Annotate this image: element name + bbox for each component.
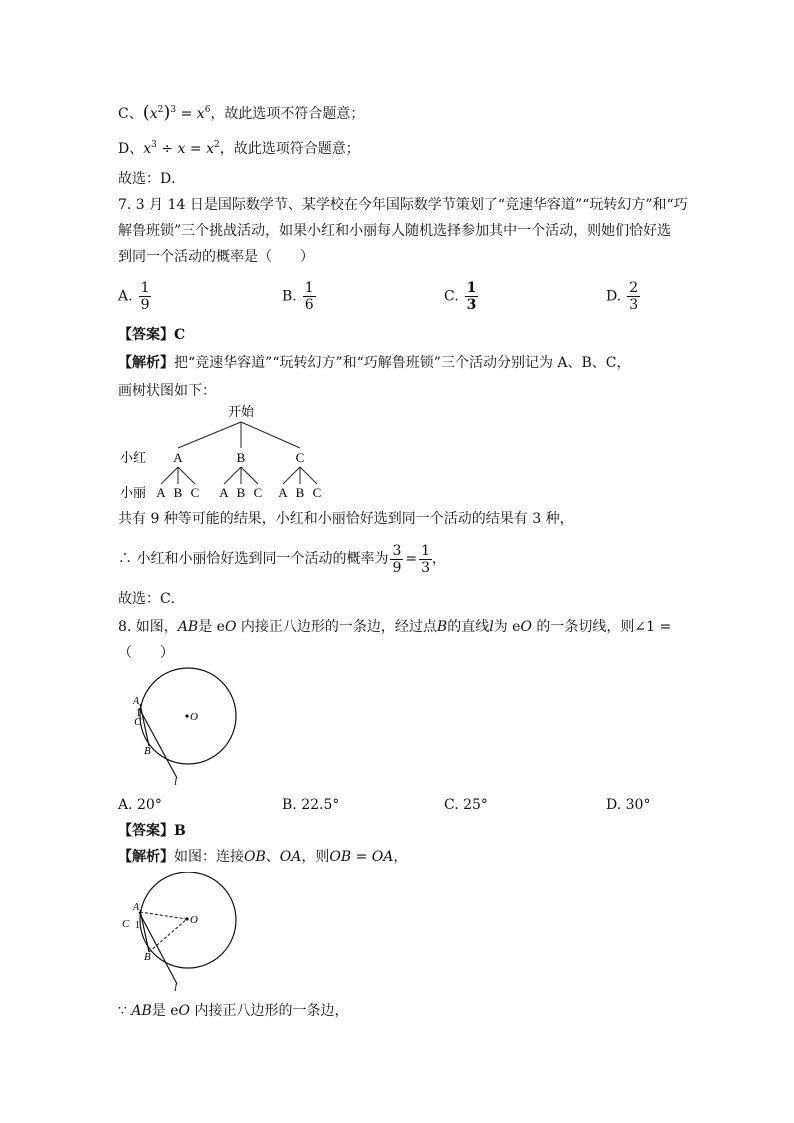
text: 为 e <box>493 619 521 635</box>
q8-because <box>118 1002 348 1020</box>
analysis-tag: 【解析】 <box>118 355 174 371</box>
var: AB <box>177 619 199 635</box>
text: 8. 如图， <box>118 619 178 635</box>
tree-node: A <box>173 450 183 465</box>
tree-edge <box>178 467 195 484</box>
option-label: D. <box>606 288 622 305</box>
analysis-text: 把“竞速华容道”“玩转幻方”和“巧解鲁班锁”三个活动分别记为 A、B、C， <box>174 355 631 371</box>
q7-option-a <box>118 280 151 313</box>
text: 、 <box>265 849 280 865</box>
option-label: B. <box>282 288 297 305</box>
circle-figure-analysis <box>114 872 244 994</box>
denominator: 9 <box>392 559 402 576</box>
q7-result2 <box>118 540 446 578</box>
tree-edge <box>283 467 300 484</box>
label-c: C <box>122 918 130 930</box>
text: ， <box>432 551 447 567</box>
q8-option-a: A. 20° <box>118 797 162 813</box>
var: x <box>196 106 205 122</box>
denominator: 9 <box>140 297 150 313</box>
q8-option-c: C. 25° <box>444 797 488 813</box>
tree-leaf: A <box>156 485 166 500</box>
numerator: 2 <box>629 280 639 296</box>
tree-node: B <box>236 450 246 465</box>
q7-line2: 解鲁班锁”三个挑战活动，如果小红和小丽每人随机选择参加其中一个活动，则她们恰好选 <box>118 223 672 239</box>
q8-line2: （ ） <box>118 645 174 661</box>
eq: = <box>185 141 207 157</box>
tree-edge <box>224 467 241 484</box>
q7-answer: 【答案】C <box>118 327 186 343</box>
q8-line1 <box>118 618 671 636</box>
option-label: A. <box>118 288 133 305</box>
tree-leaf: A <box>278 485 288 500</box>
tangent-line-l <box>139 912 177 984</box>
option-d-explanation <box>118 140 360 158</box>
tree-node: C <box>295 450 305 465</box>
var: OB <box>244 849 266 865</box>
exp: 3 <box>170 105 177 115</box>
text: 如图：连接 <box>174 849 244 865</box>
numerator: 1 <box>466 280 477 296</box>
label-l: l <box>174 982 178 994</box>
eq: = <box>176 106 197 122</box>
var: O <box>224 619 237 635</box>
numerator: 3 <box>392 542 402 559</box>
tree-leaf: B <box>236 485 246 500</box>
q7-line1: 7. 3 月 14 日是国际数学节、某学校在今年国际数学节策划了“竞速华容道”“玩转幻方”和“巧 <box>118 197 688 213</box>
q7-choose: 故选：C． <box>118 591 185 607</box>
denominator: 3 <box>466 297 477 313</box>
text: 内接正八边形的一条边，经过点 <box>236 619 437 635</box>
label-1: 1 <box>136 708 141 719</box>
q8-option-b: B. 22.5° <box>282 797 340 813</box>
label: C、 <box>118 106 143 122</box>
text: ，故此选项不符合题意； <box>210 106 365 122</box>
op: ÷ <box>156 141 178 157</box>
numerator: 1 <box>140 280 150 296</box>
text: ，则 <box>301 849 330 865</box>
tree-edge <box>178 422 241 448</box>
label-b: B <box>144 745 151 757</box>
q7-analysis <box>118 354 631 372</box>
eq: = <box>405 551 418 567</box>
q7-option-b <box>282 280 316 313</box>
var: O <box>520 619 532 635</box>
q7-option-c <box>444 280 478 313</box>
label-o: O <box>190 914 198 926</box>
denominator: 3 <box>421 559 431 576</box>
var: x <box>206 141 214 157</box>
var: AB <box>131 1003 152 1019</box>
numerator: 1 <box>304 280 314 296</box>
q7-option-d <box>606 280 640 313</box>
tree-edge <box>300 467 317 484</box>
label-o: O <box>190 711 198 723</box>
var: OA <box>279 849 302 865</box>
tree-leaf: B <box>295 485 305 500</box>
option-label: C. <box>444 288 459 305</box>
q7-result1: 共有 9 种等可能的结果，小红和小丽恰好选到同一个活动的结果有 3 种， <box>118 511 574 527</box>
text: 的直线 <box>447 619 490 635</box>
option-c-explanation <box>118 104 364 123</box>
center-point <box>185 917 188 920</box>
circle-figure <box>114 666 244 788</box>
tree-level2-label: 小丽 <box>120 485 147 500</box>
label-b: B <box>144 951 151 963</box>
text: 是 e <box>198 619 225 635</box>
choose-d: 故选：D． <box>118 171 186 187</box>
var: x <box>149 106 158 122</box>
var: l <box>489 619 494 635</box>
q8-option-d: D. 30° <box>606 797 651 813</box>
text: ∵ <box>118 1003 132 1019</box>
text: ， <box>393 849 408 865</box>
tree-root: 开始 <box>227 404 255 419</box>
tree-leaf: C <box>253 485 263 500</box>
var: x <box>143 141 152 157</box>
tree-leaf: B <box>173 485 183 500</box>
tree-leaf: C <box>312 485 322 500</box>
label-c: C <box>134 716 142 728</box>
segment-ob <box>149 919 187 952</box>
tree-level1-label: 小红 <box>120 450 147 465</box>
tree-leaf: C <box>190 485 200 500</box>
tree-edge <box>161 467 178 484</box>
fraction <box>139 280 152 313</box>
exp: 2 <box>157 105 164 115</box>
tree-leaf: A <box>219 485 229 500</box>
paren: ) <box>163 102 171 123</box>
label-l: l <box>174 776 178 788</box>
text: 是 e <box>151 1003 179 1019</box>
fraction <box>390 543 403 576</box>
label-1: 1 <box>135 920 140 931</box>
tree-edge <box>241 467 258 484</box>
exp: 2 <box>213 140 220 150</box>
label: D、 <box>118 141 144 157</box>
q7-line3: 到同一个活动的概率是（ ） <box>118 249 314 265</box>
q7-analysis2: 画树状图如下： <box>118 383 216 399</box>
tree-edge <box>241 422 300 448</box>
analysis-tag: 【解析】 <box>118 849 174 865</box>
segment-oa <box>140 912 187 919</box>
text: 内接正八边形的一条边， <box>190 1003 349 1019</box>
numerator: 1 <box>421 542 431 559</box>
denominator: 3 <box>629 297 639 313</box>
fraction <box>303 280 316 313</box>
paren: ( <box>142 102 150 123</box>
q8-answer: 【答案】B <box>118 823 186 839</box>
fraction <box>627 280 640 313</box>
label-a: A <box>133 902 140 913</box>
var: B <box>436 619 448 635</box>
fraction <box>419 543 432 576</box>
var: OB = OA <box>329 849 394 865</box>
tangent-line-l <box>139 708 177 778</box>
center-point <box>185 714 188 717</box>
label-a: A <box>133 696 140 707</box>
fraction <box>465 280 479 313</box>
exp: 6 <box>204 105 211 115</box>
text: ，故此选项符合题意； <box>219 141 360 157</box>
denominator: 6 <box>304 297 314 313</box>
text: 的一条切线，则∠1 = <box>531 619 672 635</box>
exp: 3 <box>151 140 157 150</box>
var: O <box>178 1003 190 1019</box>
text: ∴ 小红和小丽恰好选到同一个活动的概率为 <box>118 551 389 567</box>
var: x <box>177 141 186 157</box>
tree-diagram <box>110 400 340 506</box>
q8-analysis <box>118 848 407 866</box>
